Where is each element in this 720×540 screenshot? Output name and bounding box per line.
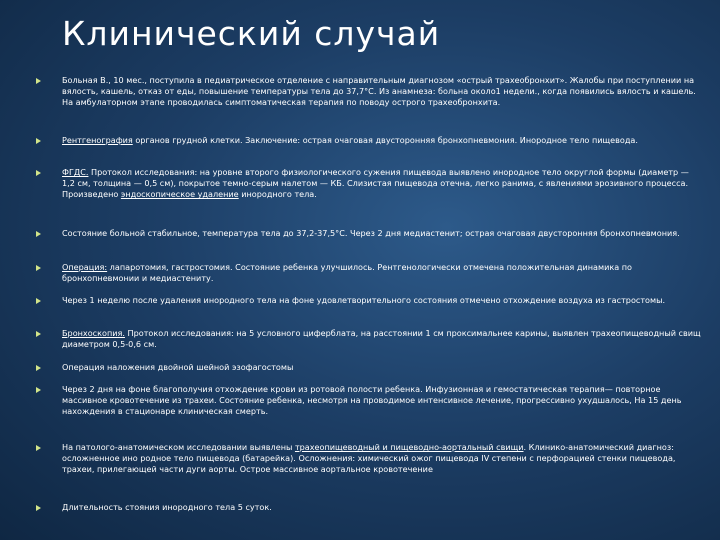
bullet-text: Операция наложения двойной шейной эзофагостомы: [62, 362, 294, 372]
bullet-text: Рентгенография органов грудной клетки. Заключение: острая очаговая двусторонняя бронхопневмония. Инородное тело пищевода.: [62, 135, 638, 145]
underlined-term: ФГДС.: [62, 167, 89, 177]
bullet-arrow-icon: [36, 138, 41, 144]
bullet-arrow-icon: [36, 365, 41, 371]
bullet-text: ФГДС. Протокол исследования: на уровне второго физиологического сужения пищевода выявлено инородное тело округлой формы (диаметр — 1,2 см, толщина — 0,5 см), покрытое темно-серым налетом — КБ. Слизистая пищевода отечна, легко ранима, с явлениями эрозивного процесса. Произведено эндоскопическое удаление инородного тела.: [62, 167, 689, 200]
bullet-text: Операция: лапаротомия, гастростомия. Состояние ребенка улучшилось. Рентгенологически отмечена положительная динамика по бронхопневмонии и медиастениту.: [62, 262, 632, 284]
bullet-text: Состояние больной стабильное, температура тела до 37,2-37,5°С. Через 2 дня медиастенит; острая очаговая двусторонняя бронхопневмония.: [62, 228, 680, 238]
slide-title: Клинический случай: [62, 14, 441, 53]
bullet-arrow-icon: [36, 265, 41, 271]
underlined-term: Операция:: [62, 262, 108, 272]
bullet-arrow-icon: [36, 298, 41, 304]
bullet-arrow-icon: [36, 78, 41, 84]
underlined-term: эндоскопическое удаление: [120, 189, 239, 200]
bullet-arrow-icon: [36, 331, 41, 337]
bullet-text: Через 1 неделю после удаления инородного тела на фоне удовлетворительного состояния отмечено отхождение воздуха из гастростомы.: [62, 295, 666, 305]
bullet-arrow-icon: [36, 231, 41, 237]
bullet-arrow-icon: [36, 170, 41, 176]
underlined-term: трахеопищеводный и пищеводно-аортальный свищи: [294, 442, 524, 452]
bullet-text: Больная В., 10 мес., поступила в педиатрическое отделение с направительным диагнозом «острый трахеобронхит». Жалобы при поступлении на вялость, кашель, отказ от еды, повышение температуры тела до 37,7°С. Из анамнеза: больна около1 недели., когда появились вялость и кашель. На амбулаторном этапе проводилась симптоматическая терапия по поводу острого трахеобронхита.: [62, 75, 696, 108]
underlined-term: Рентгенография: [62, 135, 133, 145]
bullet-text: На патолого-анатомическом исследовании выявлены трахеопищеводный и пищеводно-аортальный свищи. Клинико-анатомический диагноз: осложненное ино родное тело пищевода (батарейка). Осложнения: химический ожог пищевода IV степени с перфорацией стенки пищевода, трахеи, прилегающей части дуги аорты. Острое массивное аортальное кровотечение: [62, 442, 676, 475]
bullet-text: Длительность стояния инородного тела 5 суток.: [62, 502, 272, 512]
bullet-arrow-icon: [36, 445, 41, 451]
bullet-arrow-icon: [36, 387, 41, 393]
underlined-term: Бронхоскопия.: [62, 328, 125, 338]
bullet-text: Бронхоскопия. Протокол исследования: на 5 условного циферблата, на расстоянии 1 см проксимальнее карины, выявлен трахеопищеводный свищ диаметром 0,5-0,6 см.: [62, 328, 701, 350]
bullet-text: Через 2 дня на фоне благополучия отхождение крови из ротовой полости ребенка. Инфузионная и гемостатическая терапия— повторное массивное кровотечение из трахеи. Состояние ребенка, несмотря на проводимое интенсивное лечение, прогрессивно ухудшалось, На 15 день нахождения в стационаре клиническая смерть.: [62, 384, 682, 417]
bullet-arrow-icon: [36, 505, 41, 511]
